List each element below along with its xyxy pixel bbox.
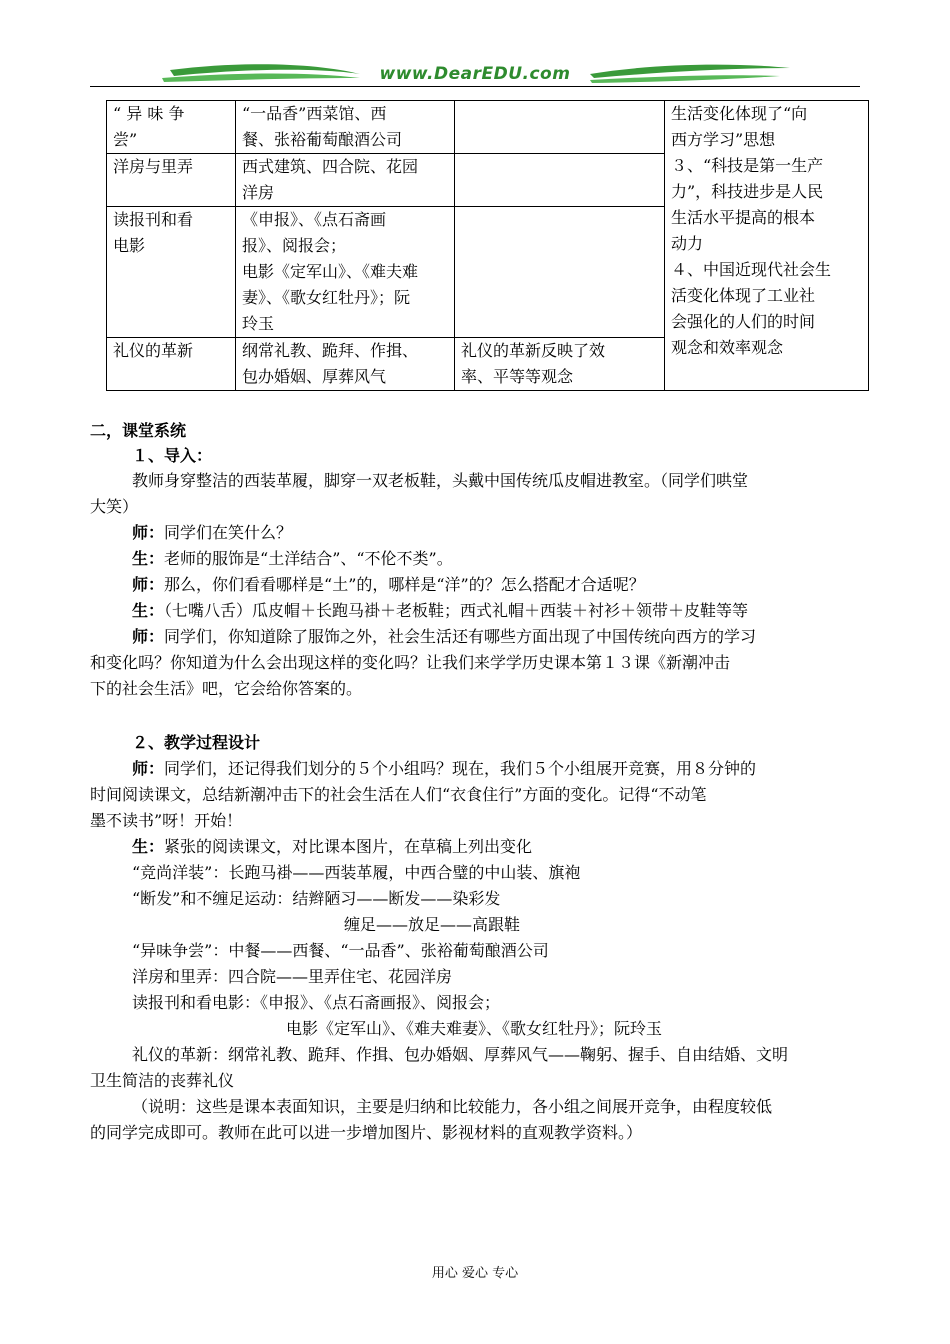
cell-line: 生活变化体现了“向 (671, 104, 808, 123)
text-line (132, 598, 748, 624)
table-cell-c2 (236, 101, 455, 154)
speaker-label: 师： (132, 523, 165, 542)
cell-line: “一品香”西菜馆、西 (242, 104, 387, 123)
line-text: 那么，你们看看哪样是“土”的，哪样是“洋”的？怎么搭配才合适呢？ (164, 575, 645, 594)
text-line (286, 1016, 662, 1042)
line-text: （七嘴八舌）瓜皮帽＋长跑马褂＋老板鞋；西式礼帽＋西装＋衬衫＋领带＋皮鞋等等 (164, 601, 749, 620)
text-line (132, 886, 500, 912)
text-line (132, 572, 645, 598)
line-text: 教师身穿整洁的西装革履，脚穿一双老板鞋，头戴中国传统瓜皮帽进教室。（同学们哄堂 (132, 471, 749, 490)
line-text: 同学们，你知道除了服饰之外，社会生活还有哪些方面出现了中国传统向西方的学习 (164, 627, 757, 646)
text-line (90, 1120, 642, 1146)
text-line (132, 834, 532, 860)
cell-line: ４、中国近现代社会生 (671, 260, 832, 279)
header-rule (90, 86, 860, 87)
speaker-label: 师： (132, 627, 165, 646)
cell-line: 活变化体现了工业社 (671, 286, 816, 305)
line-text: 同学们在笑什么？ (164, 523, 293, 542)
table-row (107, 101, 869, 154)
table-cell-c3 (455, 154, 665, 207)
cell-line: 礼仪的革新 (113, 341, 194, 360)
cell-line: 餐、张裕葡萄酿酒公司 (242, 130, 403, 149)
line-text: 大笑） (90, 497, 139, 516)
line-text: 的同学完成即可。教师在此可以进一步增加图片、影视材料的直观教学资料。） (90, 1123, 643, 1142)
line-text: 缠足——放足——高跟鞋 (344, 915, 521, 934)
cell-line: 动力 (671, 234, 704, 253)
line-text: 老师的服饰是“土洋结合”、“不伦不类”。 (164, 549, 453, 568)
line-text: 和变化吗？你知道为什么会出现这样的变化吗？让我们来学学历史课本第１３课《新潮冲击 (90, 653, 731, 672)
cell-line: ３、“科技是第一生产 (671, 156, 824, 175)
cell-line: 礼仪的革新反映了效 (461, 341, 606, 360)
line-text: 同学们，还记得我们划分的５个小组吗？现在，我们５个小组展开竞赛，用８分钟的 (164, 759, 757, 778)
text-line (132, 520, 292, 546)
cell-line: 包办婚姻、厚葬风气 (242, 367, 387, 386)
table-cell-c1 (107, 207, 236, 338)
site-logo-text: www.DearEDU.com (379, 64, 571, 84)
cell-line: 电影《定军山》、《难夫难 (242, 262, 419, 281)
summary-table (106, 100, 869, 391)
table-cell-c3 (455, 338, 665, 391)
table-cell-summary (665, 101, 869, 391)
speaker-label: 师： (132, 759, 165, 778)
line-text: 墨不读书”呀！开始！ (90, 811, 243, 830)
table-cell-c1 (107, 154, 236, 207)
text-line (90, 808, 242, 834)
table-cell-c2 (236, 207, 455, 338)
line-text: “断发”和不缠足运动：结辫陋习——断发——染彩发 (132, 889, 501, 908)
cell-line: 纲常礼教、跪拜、作揖、 (242, 341, 419, 360)
cell-line: “ 异 味 争 (113, 104, 185, 123)
cell-line: 《申报》、《点石斋画 (242, 210, 387, 229)
text-line (132, 990, 500, 1016)
text-line (132, 1094, 772, 1120)
subsection-heading-process: ２、教学过程设计 (132, 733, 261, 752)
text-line (132, 468, 748, 494)
cell-line: 西方学习”思想 (671, 130, 776, 149)
cell-line: 报》、阅报会； (242, 236, 347, 255)
table-cell-c2 (236, 154, 455, 207)
line-text: 紧张的阅读课文，对比课本图片，在草稿上列出变化 (164, 837, 533, 856)
line-text: 礼仪的革新：纲常礼教、跪拜、作揖、包办婚姻、厚葬风气——鞠躬、握手、自由结婚、文明 (132, 1045, 789, 1064)
cell-line: 观念和效率观念 (671, 338, 784, 357)
speaker-label: 师： (132, 575, 165, 594)
cell-line: 尝” (113, 130, 138, 149)
text-line (90, 676, 362, 702)
text-line (90, 1068, 234, 1094)
line-text: 电影《定军山》、《难夫难妻》、《歌女红牡丹》；阮玲玉 (286, 1019, 663, 1038)
speaker-label: 生： (132, 601, 165, 620)
line-text: （说明：这些是课本表面知识，主要是归纳和比较能力，各小组之间展开竞争，由程度较低 (132, 1097, 773, 1116)
text-line (132, 756, 756, 782)
text-line (132, 1042, 788, 1068)
cell-line: 率、平等等观念 (461, 367, 574, 386)
text-line (132, 546, 453, 572)
line-text: 洋房和里弄：四合院——里弄住宅、花园洋房 (132, 967, 453, 986)
line-text: 读报刊和看电影：《申报》、《点石斋画报》、阅报会； (132, 993, 501, 1012)
table-cell-c1 (107, 338, 236, 391)
text-line (132, 860, 580, 886)
table-cell-c1 (107, 101, 236, 154)
text-line (132, 624, 756, 650)
text-line (344, 912, 520, 938)
line-text: 时间阅读课文，总结新潮冲击下的社会生活在人们“衣食住行”方面的变化。记得“不动笔 (90, 785, 707, 804)
cell-line: 妻》、《歌女红牡丹》；阮 (242, 288, 411, 307)
cell-line: 生活水平提高的根本 (671, 208, 816, 227)
cell-line: 读报刊和看 (113, 210, 194, 229)
text-line (132, 964, 452, 990)
line-text: “异味争尝”：中餐——西餐、“一品香”、张裕葡萄酿酒公司 (132, 941, 549, 960)
table-cell-c2 (236, 338, 455, 391)
cell-line: 电影 (113, 236, 146, 255)
cell-line: 会强化的人们的时间 (671, 312, 816, 331)
text-line (132, 938, 549, 964)
speaker-label: 生： (132, 837, 165, 856)
table-cell-c3 (455, 101, 665, 154)
line-text: “竞尚洋装”：长跑马褂——西装革履，中西合璧的中山装、旗袍 (132, 863, 581, 882)
cell-line: 洋房与里弄 (113, 157, 194, 176)
section-heading: 二，课堂系统 (90, 421, 187, 440)
text-line (90, 494, 138, 520)
table-cell-c3 (455, 207, 665, 338)
text-line (90, 650, 730, 676)
text-line (90, 782, 707, 808)
cell-line: 力”，科技进步是人民 (671, 182, 824, 201)
line-text: 下的社会生活》吧，它会给你答案的。 (90, 679, 363, 698)
subsection-heading-intro: １、导入： (132, 446, 213, 465)
speaker-label: 生： (132, 549, 165, 568)
cell-line: 西式建筑、四合院、花园 (242, 157, 419, 176)
line-text: 卫生简洁的丧葬礼仪 (90, 1071, 235, 1090)
cell-line: 玲玉 (242, 314, 275, 333)
cell-line: 洋房 (242, 183, 275, 202)
page-footer: 用心 爱心 专心 (431, 1266, 519, 1281)
